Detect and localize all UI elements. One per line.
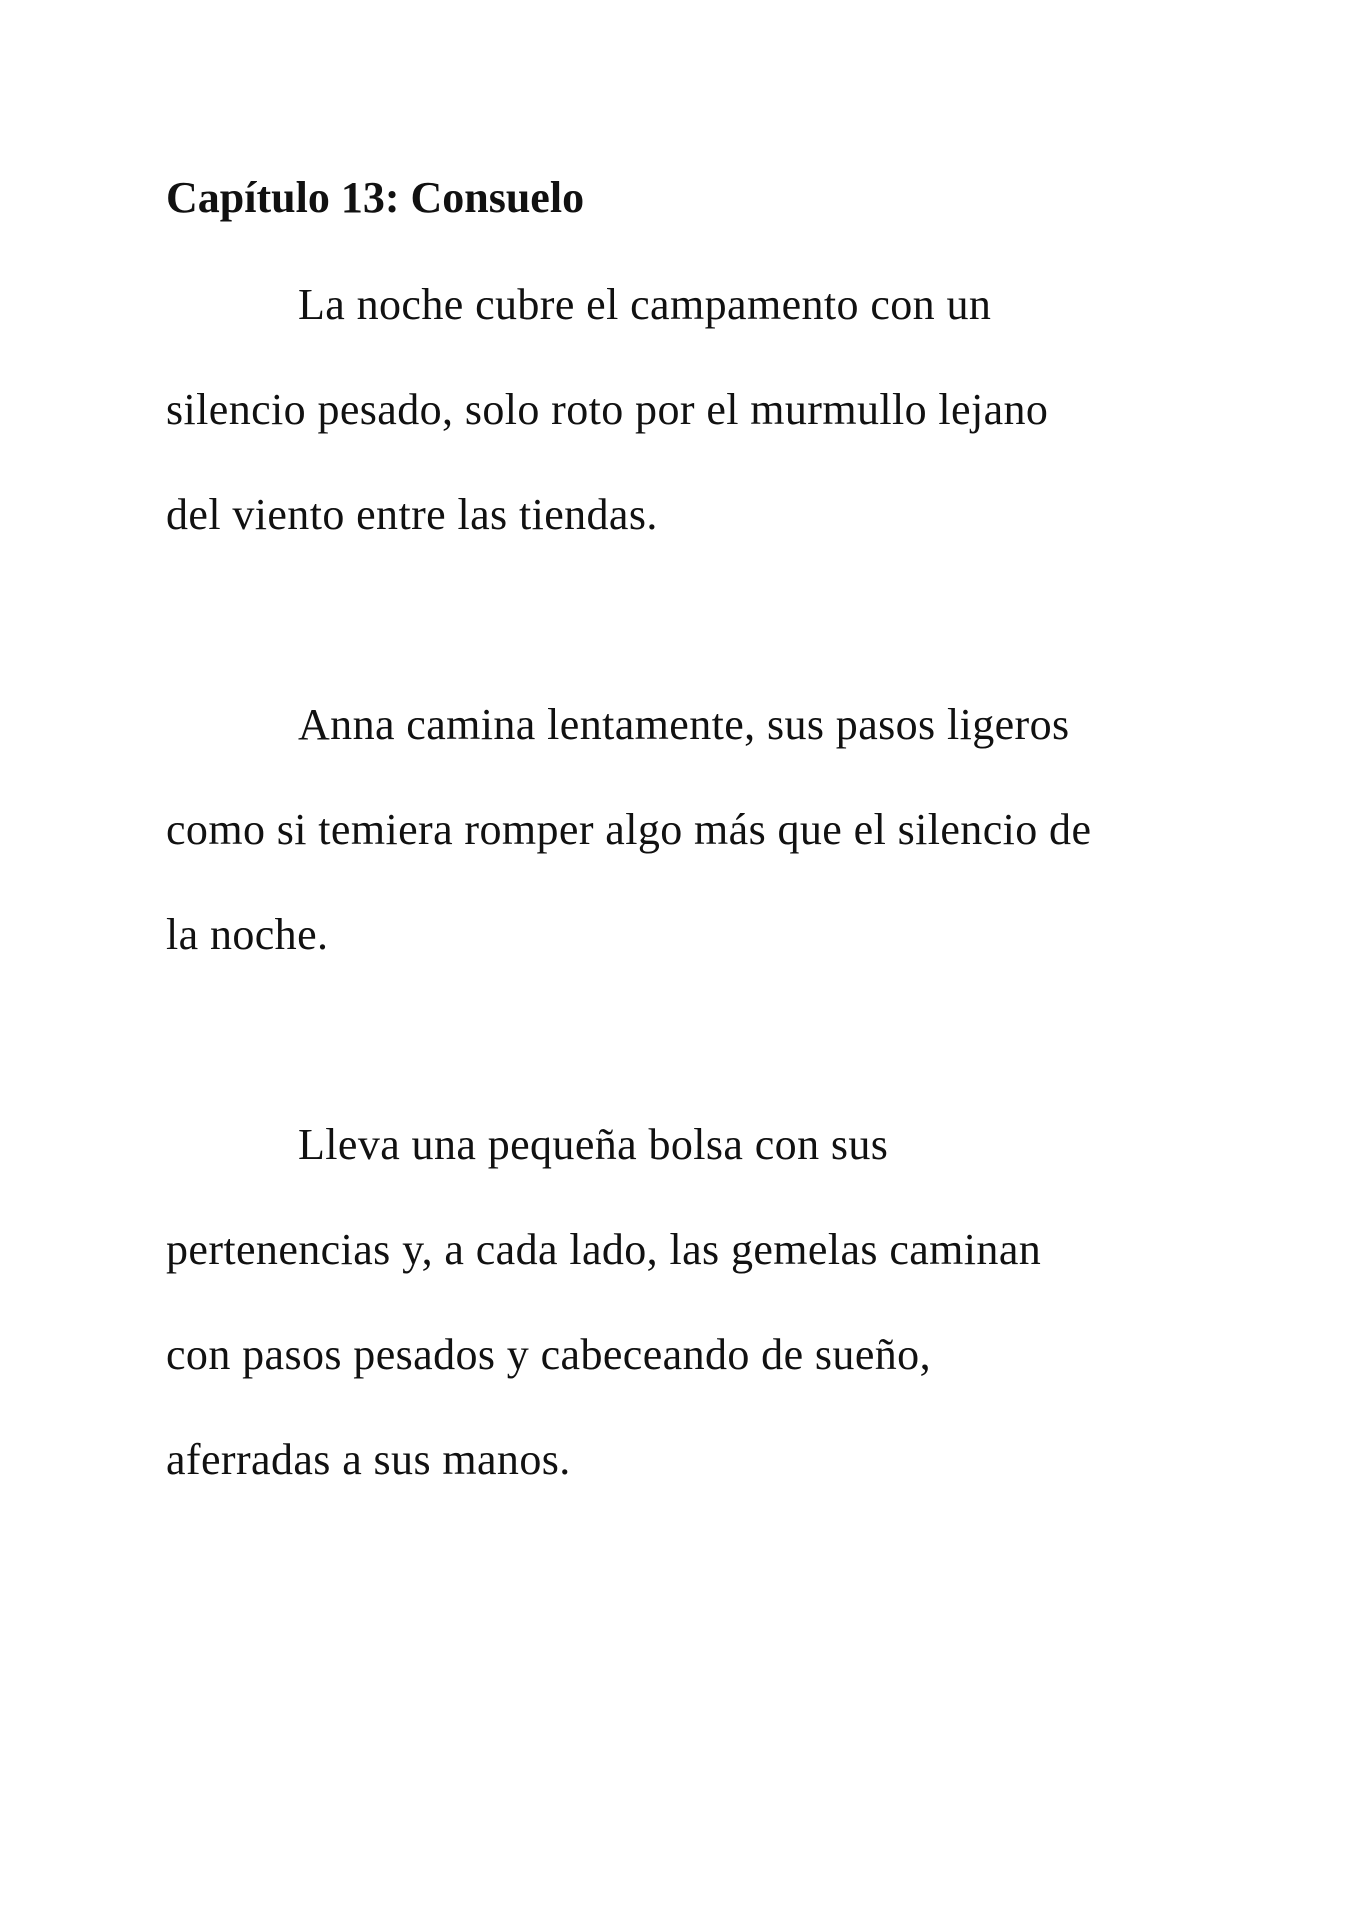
paragraph-3-line-3: con pasos pesados y cabeceando de sueño, (166, 1330, 931, 1379)
paragraph-1-line-3: del viento entre las tiendas. (166, 490, 658, 539)
paragraph-2-line-2: como si temiera romper algo más que el silencio de (166, 805, 1092, 854)
paragraph-2-line-1: Anna camina lentamente, sus pasos ligeros (298, 700, 1070, 749)
paragraph-3-line-1: Lleva una pequeña bolsa con sus (298, 1120, 889, 1169)
paragraph-1-line-2: silencio pesado, solo roto por el murmullo lejano (166, 385, 1049, 434)
chapter-title: Capítulo 13: Consuelo (166, 173, 585, 222)
paragraph-2-line-3: la noche. (166, 910, 329, 959)
paragraph-1-line-1: La noche cubre el campamento con un (298, 280, 992, 329)
paragraph-3-line-2: pertenencias y, a cada lado, las gemelas caminan (166, 1225, 1042, 1274)
paragraph-3-line-4: aferradas a sus manos. (166, 1435, 571, 1484)
